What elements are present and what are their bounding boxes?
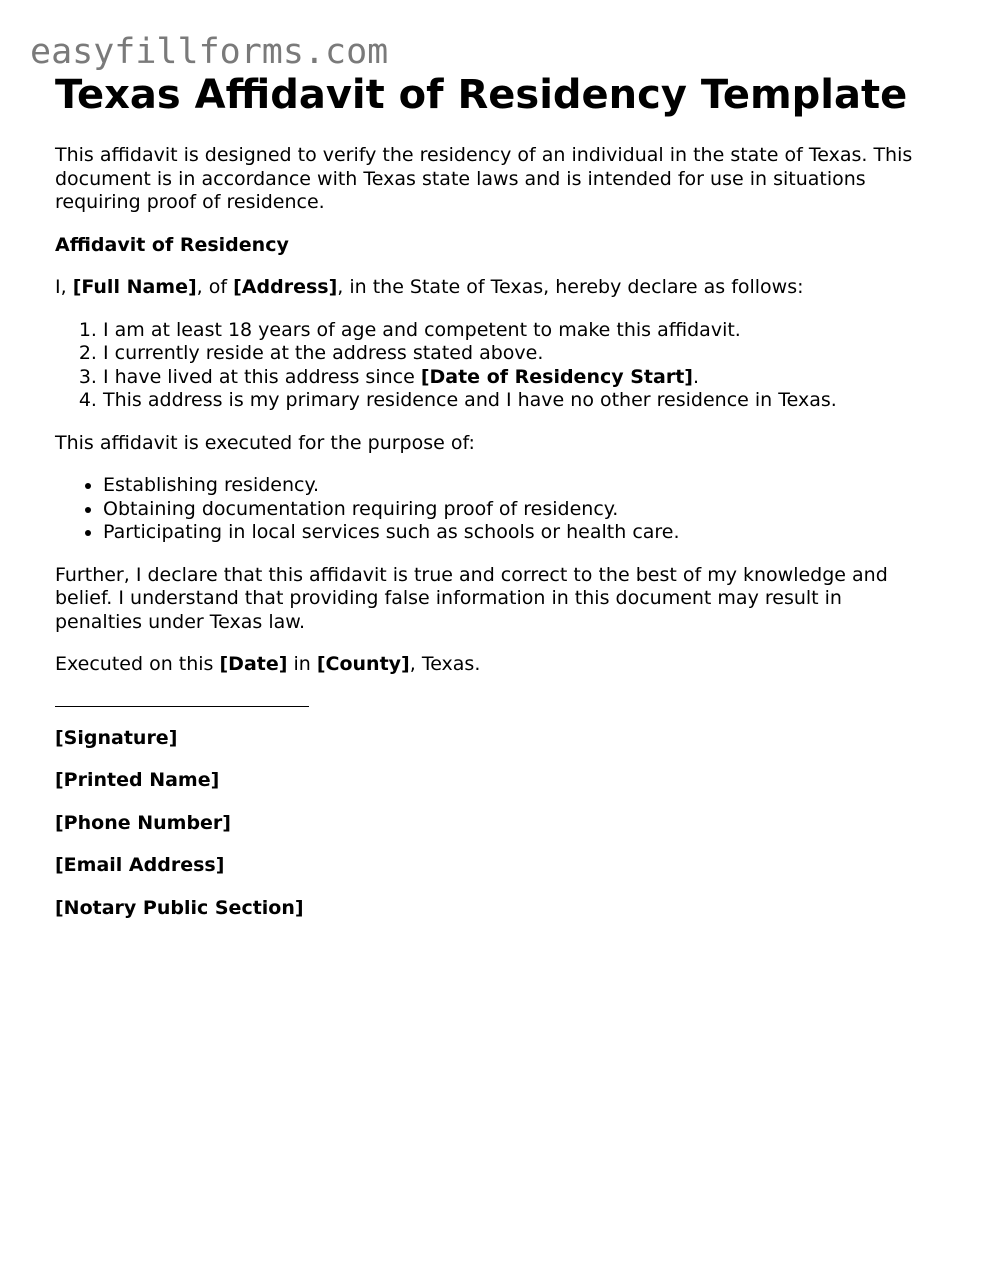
signature-line <box>55 706 309 707</box>
statements-list <box>55 319 935 413</box>
executed-suffix: , Texas. <box>409 653 481 675</box>
email-address-field: [Email Address] <box>55 854 225 876</box>
statement-3-prefix: I have lived at this address since <box>103 365 421 388</box>
section-heading: Affidavit of Residency <box>55 233 289 256</box>
list-item: 4. This address is my primary residence and I have no other residence in Texas. <box>103 389 935 413</box>
statement-3-suffix: . <box>692 365 700 388</box>
purposes-list <box>55 474 935 545</box>
executed-in: in <box>287 653 317 675</box>
executed-line <box>55 653 935 677</box>
printed-name-field: [Printed Name] <box>55 769 220 791</box>
list-item: 1. I am at least 18 years of age and competent to make this affidavit. <box>103 319 935 343</box>
page-title: Texas Affidavit of Residency Template <box>55 72 908 118</box>
full-name-field: [Full Name] <box>72 276 197 298</box>
declaration-of: , of <box>196 276 234 298</box>
list-item: • Participating in local services such as schools or health care. <box>103 521 935 545</box>
list-item <box>103 366 935 390</box>
declaration-paragraph <box>55 276 935 300</box>
purpose-intro: This affidavit is executed for the purpose of: <box>55 431 475 454</box>
date-field: [Date] <box>219 653 288 675</box>
county-field: [County] <box>316 653 410 675</box>
signature-field: [Signature] <box>55 726 178 749</box>
address-field: [Address] <box>233 276 338 298</box>
phone-number-field: [Phone Number] <box>55 811 231 834</box>
list-item: 2. I currently reside at the address stated above. <box>103 342 935 366</box>
executed-prefix: Executed on this <box>55 653 220 675</box>
residency-start-date-field: [Date of Residency Start] <box>420 365 693 388</box>
document-body <box>55 70 935 920</box>
further-declaration: Further, I declare that this affidavit is true and correct to the best of my knowledge and belief. I understand that providing false information in this document may result in penalties under Texas law. <box>55 563 888 633</box>
intro-paragraph: This affidavit is designed to verify the residency of an individual in the state of Texas. This document is in accordance with Texas state laws and is intended for use in situations requiring proof of residence. <box>55 144 913 213</box>
list-item: • Obtaining documentation requiring proof of residency. <box>103 498 935 522</box>
list-item: • Establishing residency. <box>103 474 935 498</box>
declaration-prefix: I, <box>55 276 73 298</box>
declaration-suffix: , in the State of Texas, hereby declare as follows: <box>337 276 804 298</box>
notary-public-section: [Notary Public Section] <box>55 896 304 919</box>
watermark: easyfillforms.com <box>30 32 389 72</box>
